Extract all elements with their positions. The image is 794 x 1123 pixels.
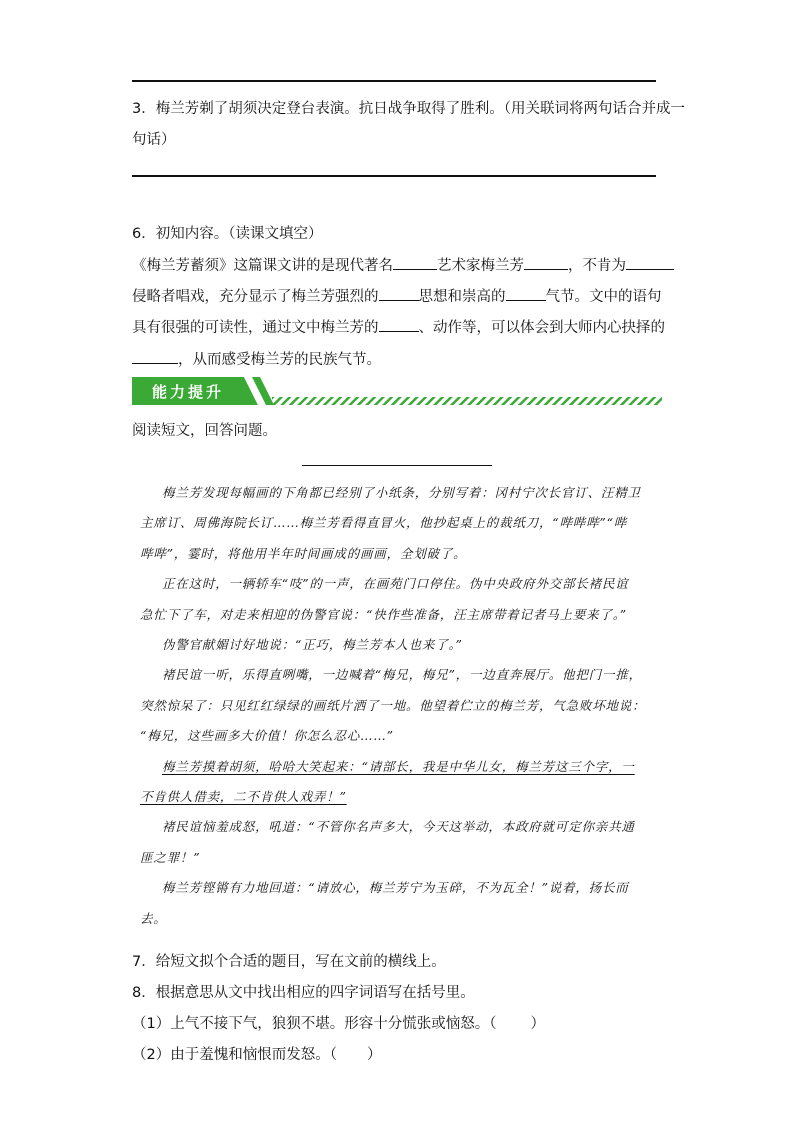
q6-line4 — [132, 349, 381, 370]
passage-line: 梅兰芳摸着胡须，哈哈大笑起来：“请部长，我是中华儿女，梅兰芳这三个字，一 — [162, 759, 635, 774]
q8-item-2-text: （2）由于羞愧和恼恨而发怒。（ — [132, 1047, 337, 1063]
q6-text: 艺术家梅兰芳 — [437, 258, 524, 274]
q8-item-2-close: ） — [366, 1047, 382, 1063]
q6-line2 — [132, 286, 662, 307]
banner-label: 能力提升 — [152, 383, 225, 401]
q8-text: 8．根据意思从文中找出相应的四字词语写在括号里。 — [132, 985, 475, 1001]
q8-item-1 — [132, 1014, 545, 1034]
q6-text: ，从而感受梅兰芳的民族气节。 — [178, 352, 381, 368]
passage-line: 突然惊呆了：只见红红绿绿的画纸片洒了一地。他望着伫立的梅兰芳，气急败坏地说： — [140, 698, 646, 713]
q6-heading: 6．初知内容。（读课文填空） — [132, 226, 323, 242]
passage-line: 不肯供人借卖，二不肯供人戏弄！” — [140, 789, 347, 804]
q6-text: 思想和崇高的 — [418, 289, 506, 305]
q3-text: 3．梅兰芳剃了胡须决定登台表演。抗日战争取得了胜利。（用关联词将两句话合并成一 — [132, 101, 685, 117]
fill-blank[interactable] — [506, 286, 546, 301]
q8-item-2 — [132, 1045, 381, 1065]
passage-line: 急忙下了车，对走来相迎的伪警官说：“快作些准备，汪主席带着记者马上要来了。” — [140, 607, 627, 622]
passage-line: 哔哔”，霎时，将他用半年时间画成的画画，全划破了。 — [140, 546, 467, 561]
q6-text: 、动作等，可以体会到大师内心抉择的 — [418, 320, 665, 336]
passage-line: 褚民谊一听，乐得直咧嘴，一边喊着“梅兄，梅兄”，一边直奔展厅。他把门一推， — [162, 667, 642, 682]
answer-line — [132, 175, 656, 177]
fill-blank[interactable] — [132, 349, 178, 364]
q6-text: 《梅兰芳蓄须》这篇课文讲的是现代著名 — [132, 258, 393, 274]
passage-line: 褚民谊恼羞成怒，吼道：“不管你名声多大，今天这举动，本政府就可定你亲共通 — [162, 819, 635, 834]
passage-line: 梅兰芳铿锵有力地回道：“请放心，梅兰芳宁为玉碎，不为瓦全！”说着，扬长而 — [162, 880, 629, 895]
q8-item-1-text: （1）上气不接下气，狼狈不堪。形容十分慌张或恼怒。（ — [132, 1016, 497, 1032]
passage-line: 去。 — [140, 911, 167, 926]
q6-line3 — [132, 317, 665, 338]
q8-item-1-close: ） — [530, 1016, 545, 1032]
q3-text-cont: 句话） — [132, 132, 176, 148]
title-blank-line[interactable] — [302, 465, 492, 466]
fill-blank[interactable] — [379, 317, 419, 332]
passage-line: “梅兄，这些画多大价值！你怎么忍心……” — [140, 728, 394, 743]
q6-line1 — [132, 255, 674, 276]
answer-line — [132, 80, 656, 82]
fill-blank[interactable] — [379, 286, 419, 301]
q6-text: 具有很强的可读性，通过文中梅兰芳的 — [132, 320, 379, 336]
passage-line: 主席订、周佛海院长订……梅兰芳看得直冒火，他抄起桌上的裁纸刀，“哔哔哔”“哔 — [140, 515, 628, 530]
fill-blank[interactable] — [626, 255, 674, 270]
passage-line: 匪之罪！” — [140, 850, 201, 865]
q6-text: 气节。文中的语句 — [545, 289, 662, 305]
fill-blank[interactable] — [524, 255, 568, 270]
q6-text: ，不肯为 — [568, 258, 626, 274]
section-banner — [132, 375, 662, 407]
fill-blank[interactable] — [393, 255, 437, 270]
passage-line: 正在这时，一辆轿车“吱”的一声，在画苑门口停住。伪中央政府外交部长褚民谊 — [162, 576, 629, 591]
q6-text: 侵略者唱戏，充分显示了梅兰芳强烈的 — [132, 289, 379, 305]
passage-line: 梅兰芳发现每幅画的下角都已经别了小纸条，分别写着：冈村宁次长官订、汪精卫 — [162, 485, 641, 500]
passage-line: 伪警官献媚讨好地说：“正巧，梅兰芳本人也来了。” — [162, 637, 463, 652]
reading-intro: 阅读短文，回答问题。 — [132, 423, 277, 439]
q7-text: 7．给短文拟个合适的题目，写在文前的横线上。 — [132, 954, 446, 970]
